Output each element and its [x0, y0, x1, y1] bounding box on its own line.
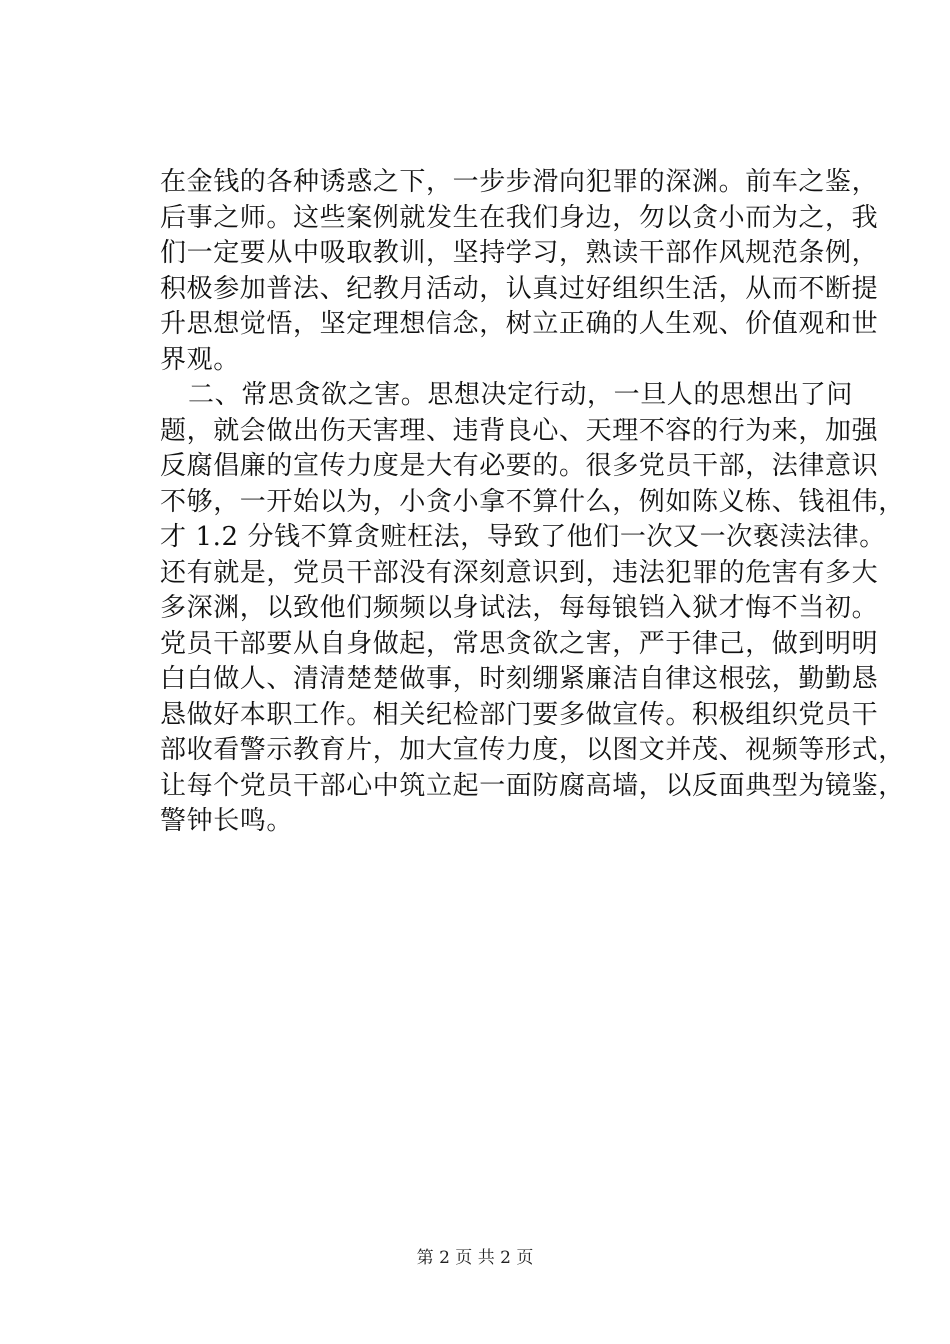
text-line: 不够，一开始以为，小贪小拿不算什么，例如陈义栋、钱祖伟， — [160, 486, 905, 517]
body-text — [160, 165, 905, 840]
text-line: 后事之师。这些案例就发生在我们身边，勿以贪小而为之，我 — [160, 202, 879, 233]
text-line: 升思想觉悟，坚定理想信念，树立正确的人生观、价值观和世 — [160, 309, 879, 339]
text-line: 在金钱的各种诱惑之下，一步步滑向犯罪的深渊。前车之鉴， — [160, 167, 879, 197]
section-heading-line: 二、常思贪欲之害。思想决定行动，一旦人的思想出了问 — [188, 380, 854, 410]
text-line: 部收看警示教育片，加大宣传力度，以图文并茂、视频等形式， — [160, 735, 905, 765]
text-line: 题，就会做出伤天害理、违背良心、天理不容的行为来，加强 — [160, 415, 879, 446]
text-line: 积极参加普法、纪教月活动，认真过好组织生活，从而不断提 — [160, 273, 879, 304]
text-line: 们一定要从中吸取教训，坚持学习，熟读干部作风规范条例， — [160, 238, 879, 268]
text-line: 警钟长鸣。 — [160, 806, 294, 836]
text-line: 让每个党员干部心中筑立起一面防腐高墙，以反面典型为镜鉴， — [160, 770, 905, 801]
text-line: 界观。 — [160, 344, 240, 375]
text-line: 白白做人、清清楚楚做事，时刻绷紧廉洁自律这根弦，勤勤恳 — [160, 664, 879, 694]
text-line: 恳做好本职工作。相关纪检部门要多做宣传。积极组织党员干 — [160, 699, 879, 730]
text-line: 才 1.2 分钱不算贪赃枉法，导致了他们一次又一次亵渎法律。 — [160, 522, 886, 552]
text-line: 党员干部要从自身做起，常思贪欲之害，严于律己，做到明明 — [160, 628, 879, 659]
page-footer: 第 2 页 共 2 页 — [416, 1248, 534, 1268]
text-line: 反腐倡廉的宣传力度是大有必要的。很多党员干部，法律意识 — [160, 451, 879, 481]
text-line: 还有就是，党员干部没有深刻意识到，违法犯罪的危害有多大 — [160, 557, 879, 588]
text-line: 多深渊，以致他们频频以身试法，每每锒铛入狱才悔不当初。 — [160, 593, 879, 623]
